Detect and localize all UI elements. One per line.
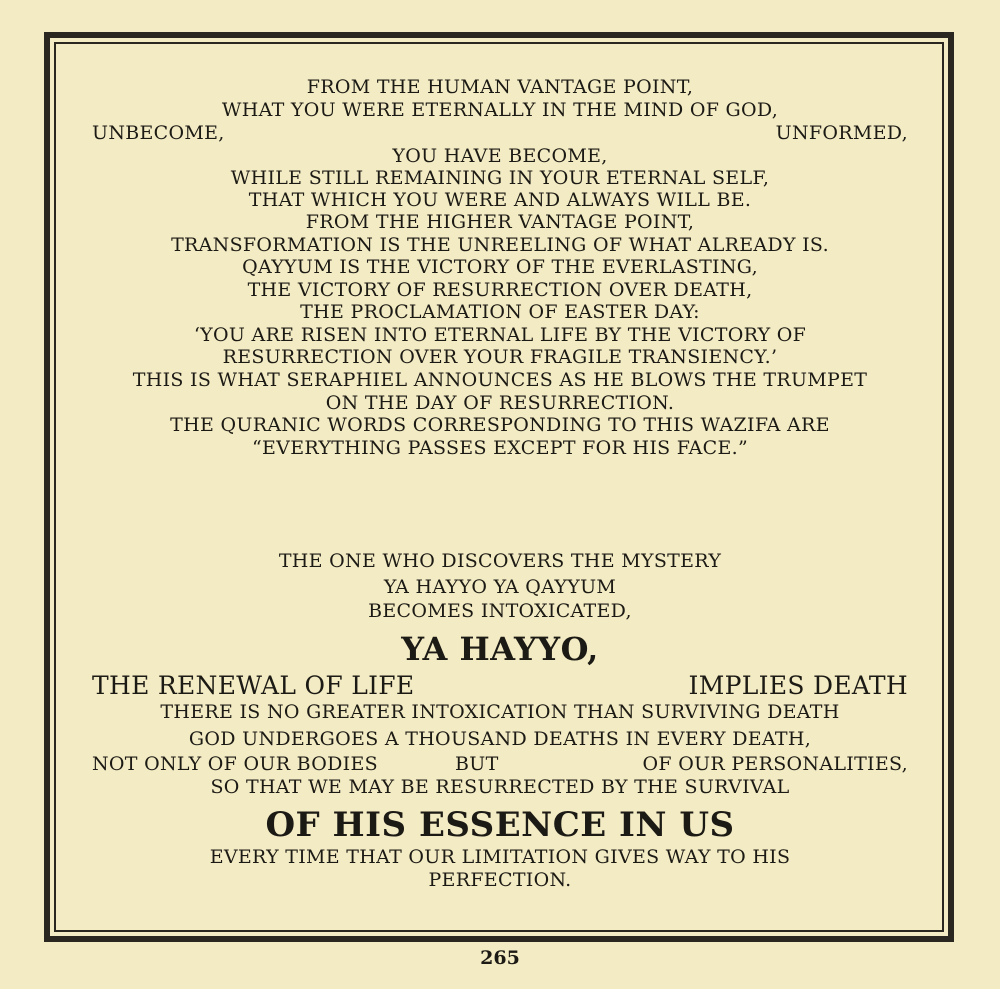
text-fragment: BUT <box>455 753 499 775</box>
heading-essence: OF HIS ESSENCE IN US <box>265 805 735 845</box>
text-line: RESURRECTION OVER YOUR FRAGILE TRANSIENCY.’ <box>222 346 778 368</box>
text-line: EVERY TIME THAT OUR LIMITATION GIVES WAY TO HIS <box>209 846 791 868</box>
text-line: THE ONE WHO DISCOVERS THE MYSTERY <box>278 550 722 572</box>
text-line: TRANSFORMATION IS THE UNREELING OF WHAT ALREADY IS. <box>171 234 829 256</box>
text-line: THE QURANIC WORDS CORRESPONDING TO THIS WAZIFA ARE <box>170 414 830 436</box>
text-line: QAYYUM IS THE VICTORY OF THE EVERLASTING, <box>242 256 758 278</box>
text-line-split <box>92 753 908 775</box>
text-line: BECOMES INTOXICATED, <box>368 600 632 622</box>
text-fragment: OF OUR PERSONALITIES, <box>642 753 908 775</box>
text-fragment: UNBECOME, <box>92 122 225 144</box>
text-line: “EVERYTHING PASSES EXCEPT FOR HIS FACE.” <box>251 437 749 459</box>
text-fragment: IMPLIES DEATH <box>688 671 908 700</box>
text-line: THE VICTORY OF RESURRECTION OVER DEATH, <box>247 279 753 301</box>
page-number: 265 <box>480 947 520 969</box>
text-line: FROM THE HIGHER VANTAGE POINT, <box>305 211 695 233</box>
text-line-split <box>92 672 908 700</box>
text-line: GOD UNDERGOES A THOUSAND DEATHS IN EVERY DEATH, <box>188 728 812 750</box>
text-line: ON THE DAY OF RESURRECTION. <box>325 392 675 414</box>
text-line: SO THAT WE MAY BE RESURRECTED BY THE SURVIVAL <box>210 776 790 798</box>
text-fragment: NOT ONLY OF OUR BODIES <box>92 753 378 775</box>
text-line: WHILE STILL REMAINING IN YOUR ETERNAL SELF, <box>230 167 770 189</box>
text-line: THAT WHICH YOU WERE AND ALWAYS WILL BE. <box>248 189 752 211</box>
text-line: ‘YOU ARE RISEN INTO ETERNAL LIFE BY THE VICTORY OF <box>193 324 807 346</box>
text-line: THERE IS NO GREATER INTOXICATION THAN SURVIVING DEATH <box>160 701 840 723</box>
text-line: PERFECTION. <box>428 869 572 891</box>
text-line-split <box>92 122 908 144</box>
text-line: YA HAYYO YA QAYYUM <box>383 576 617 598</box>
text-line: FROM THE HUMAN VANTAGE POINT, <box>306 76 694 98</box>
heading-ya-hayyo: YA HAYYO, <box>401 630 599 668</box>
text-line: WHAT YOU WERE ETERNALLY IN THE MIND OF GOD, <box>221 99 779 121</box>
text-line: THE PROCLAMATION OF EASTER DAY: <box>300 301 700 323</box>
text-line: THIS IS WHAT SERAPHIEL ANNOUNCES AS HE BLOWS THE TRUMPET <box>132 369 868 391</box>
text-line: YOU HAVE BECOME, <box>392 145 608 167</box>
text-fragment: UNFORMED, <box>775 122 908 144</box>
text-fragment: THE RENEWAL OF LIFE <box>92 671 415 700</box>
